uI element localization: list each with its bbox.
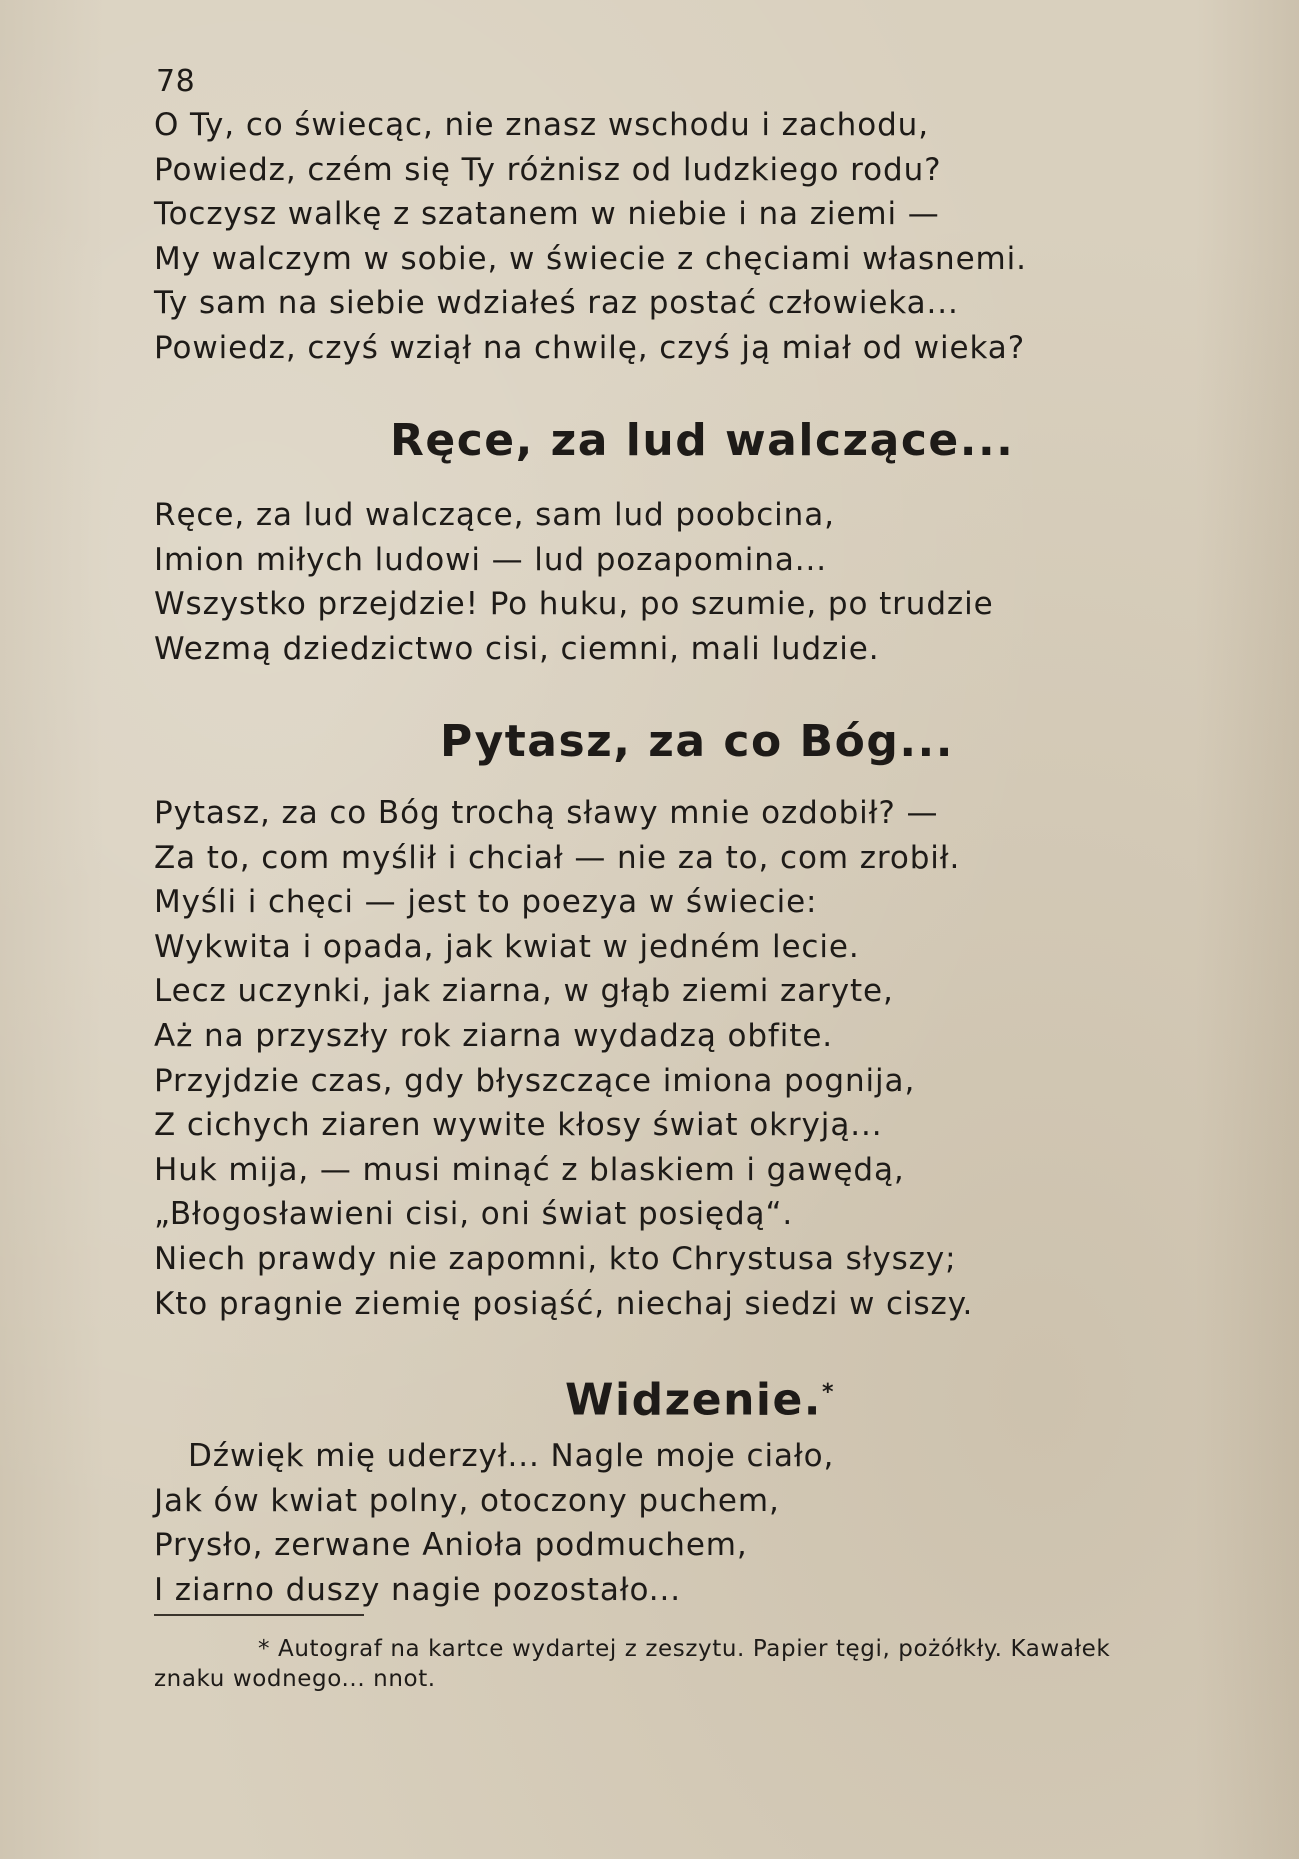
verse-line: Dźwięk mię uderzył... Nagle moje ciało, <box>188 1438 835 1474</box>
verse-line: Kto pragnie ziemię posiąść, niechaj siedzi w ciszy. <box>154 1285 974 1322</box>
footnote-divider <box>154 1614 364 1616</box>
verse-line: Imion miłych ludowi — lud pozapomina... <box>154 541 827 578</box>
verse-line: Pytasz, za co Bóg trochą sławy mnie ozdobił? — <box>154 795 939 831</box>
verse-line: Ty sam na siebie wdziałeś raz postać człowieka... <box>154 285 959 322</box>
verse-line: Niech prawdy nie zapomni, kto Chrystusa słyszy; <box>154 1240 957 1277</box>
verse-line: Ręce, za lud walczące, sam lud poobcina, <box>154 497 835 533</box>
verse-line: Myśli i chęci — jest to poezya w świecie: <box>154 884 818 921</box>
verse-line: Aż na przyszły rok ziarna wydadzą obfite. <box>154 1017 834 1054</box>
verse-line: Powiedz, czém się Ty różnisz od ludzkiego rodu? <box>154 151 942 188</box>
verse-line: Za to, com myślił i chciał — nie za to, com zrobił. <box>154 839 961 876</box>
verse-line: Wezmą dziedzictwo cisi, ciemni, mali ludzie. <box>154 630 880 667</box>
footnote <box>154 1634 1264 1694</box>
verse-line: Przyjdzie czas, gdy błyszczące imiona pognija, <box>154 1062 916 1099</box>
footnote-line: * Autograf na kartce wydartej z zeszytu. Papier tęgi, pożółkły. Kawałek <box>258 1636 1111 1662</box>
footnote-line: znaku wodnego... nnot. <box>154 1666 436 1692</box>
poem-3-title: Pytasz, za co Bóg... <box>440 716 954 767</box>
poem-1-stanza <box>154 103 1027 371</box>
verse-line: I ziarno duszy nagie pozostało... <box>154 1571 682 1608</box>
poem-4-stanza <box>154 1434 834 1612</box>
verse-line: Z cichych ziaren wywite kłosy świat okryją... <box>154 1107 883 1144</box>
verse-line: My walczym w sobie, w świecie z chęciami własnemi. <box>154 240 1027 277</box>
verse-line: Wykwita i opada, jak kwiat w jedném lecie. <box>154 928 860 965</box>
poem-2-stanza <box>154 493 994 671</box>
poem-4-title-text: Widzenie. <box>565 1374 823 1426</box>
poem-4-title <box>565 1365 835 1429</box>
page-number: 78 <box>156 64 196 99</box>
poem-2-title: Ręce, za lud walczące... <box>390 415 1015 466</box>
verse-line: Powiedz, czyś wziął na chwilę, czyś ją miał od wieka? <box>154 329 1026 366</box>
verse-line: Toczysz walkę z szatanem w niebie i na ziemi — <box>154 196 940 233</box>
verse-line: O Ty, co świecąc, nie znasz wschodu i zachodu, <box>154 107 929 143</box>
verse-line: Huk mija, — musi minąć z blaskiem i gawędą, <box>154 1151 905 1188</box>
verse-line: „Błogosławieni cisi, oni świat posiędą“. <box>154 1196 794 1233</box>
poem-3-stanza <box>154 791 973 1326</box>
verse-line: Wszystko przejdzie! Po huku, po szumie, po trudzie <box>154 586 994 623</box>
verse-line: Prysło, zerwane Anioła podmuchem, <box>154 1527 748 1564</box>
verse-line: Jak ów kwiat polny, otoczony puchem, <box>154 1482 780 1519</box>
footnote-mark: * <box>822 1380 836 1405</box>
verse-line: Lecz uczynki, jak ziarna, w głąb ziemi zaryte, <box>154 973 894 1010</box>
